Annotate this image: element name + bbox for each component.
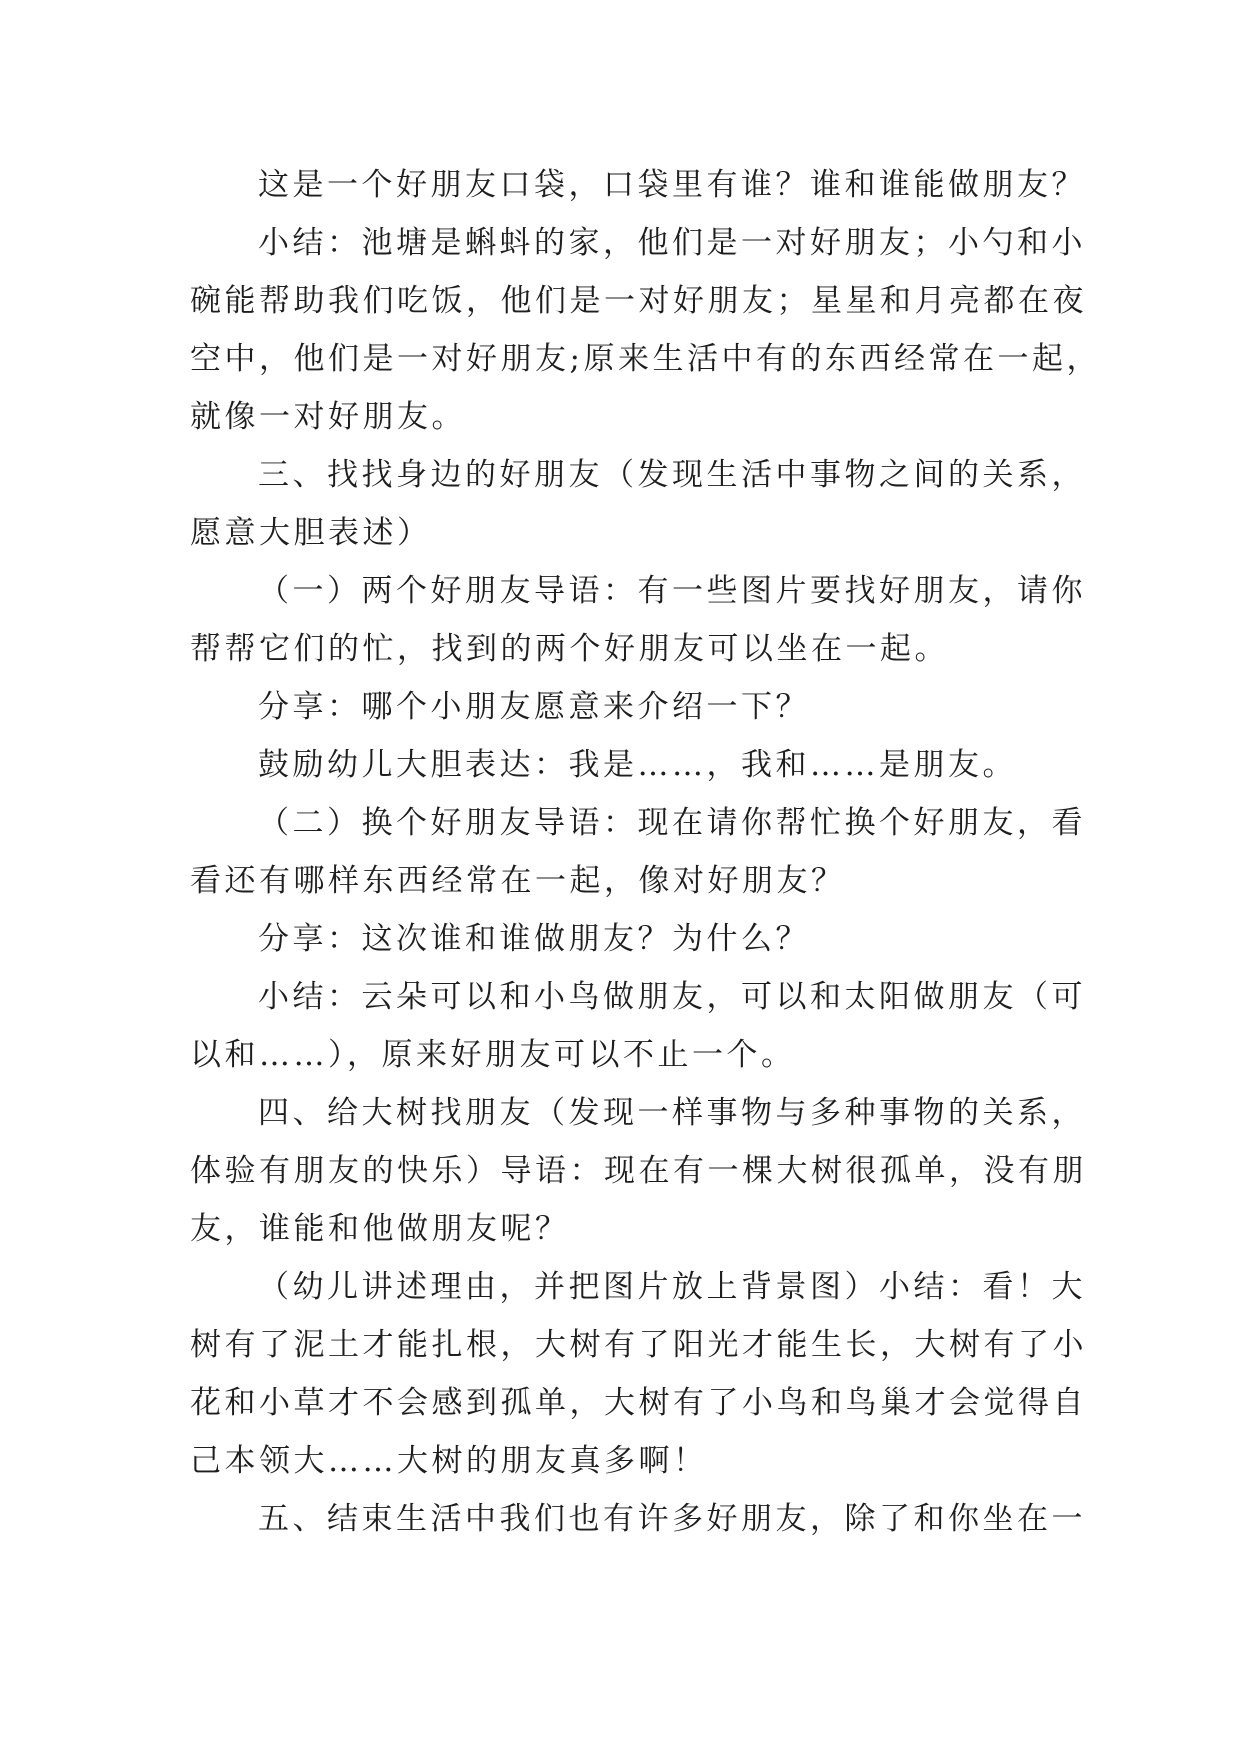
text-line: 碗能帮助我们吃饭，他们是一对好朋友；星星和月亮都在夜 [190, 283, 1087, 319]
text-line: （幼儿讲述理由，并把图片放上背景图）小结：看！大 [258, 1269, 1086, 1305]
text-line: 这是一个好朋友口袋，口袋里有谁？谁和谁能做朋友？ [258, 167, 1086, 203]
text-line: 友，谁能和他做朋友呢？ [190, 1211, 570, 1247]
text-line: 以和……），原来好朋友可以不止一个。 [190, 1037, 796, 1073]
text-line: 空中，他们是一对好朋友;原来生活中有的东西经常在一起， [190, 341, 1101, 377]
text-line: 小结：池塘是蝌蚪的家，他们是一对好朋友；小勺和小 [258, 225, 1086, 261]
text-line: 分享：哪个小朋友愿意来介绍一下？ [258, 689, 810, 725]
text-line: 五、结束生活中我们也有许多好朋友，除了和你坐在一 [258, 1501, 1086, 1537]
text-line: 愿意大胆表述） [190, 515, 432, 551]
text-line: 花和小草才不会感到孤单，大树有了小鸟和鸟巢才会觉得自 [190, 1385, 1087, 1421]
text-line: 看还有哪样东西经常在一起，像对好朋友？ [190, 863, 846, 899]
text-line: 帮帮它们的忙，找到的两个好朋友可以坐在一起。 [190, 631, 949, 667]
text-line: 树有了泥土才能扎根，大树有了阳光才能生长，大树有了小 [190, 1327, 1087, 1363]
text-line: 四、给大树找朋友（发现一样事物与多种事物的关系， [258, 1095, 1086, 1131]
text-line: 体验有朋友的快乐）导语：现在有一棵大树很孤单，没有朋 [190, 1153, 1087, 1189]
text-line: 鼓励幼儿大胆表达：我是……，我和……是朋友。 [258, 747, 1017, 783]
text-line: （二）换个好朋友导语：现在请你帮忙换个好朋友，看 [258, 805, 1086, 841]
text-line: 分享：这次谁和谁做朋友？为什么？ [258, 921, 810, 957]
text-line: 己本领大……大树的朋友真多啊！ [190, 1443, 708, 1479]
text-line: 小结：云朵可以和小鸟做朋友，可以和太阳做朋友（可 [258, 979, 1086, 1015]
text-line: （一）两个好朋友导语：有一些图片要找好朋友，请你 [258, 573, 1086, 609]
text-line: 三、找找身边的好朋友（发现生活中事物之间的关系， [258, 457, 1086, 493]
text-line: 就像一对好朋友。 [190, 399, 466, 435]
